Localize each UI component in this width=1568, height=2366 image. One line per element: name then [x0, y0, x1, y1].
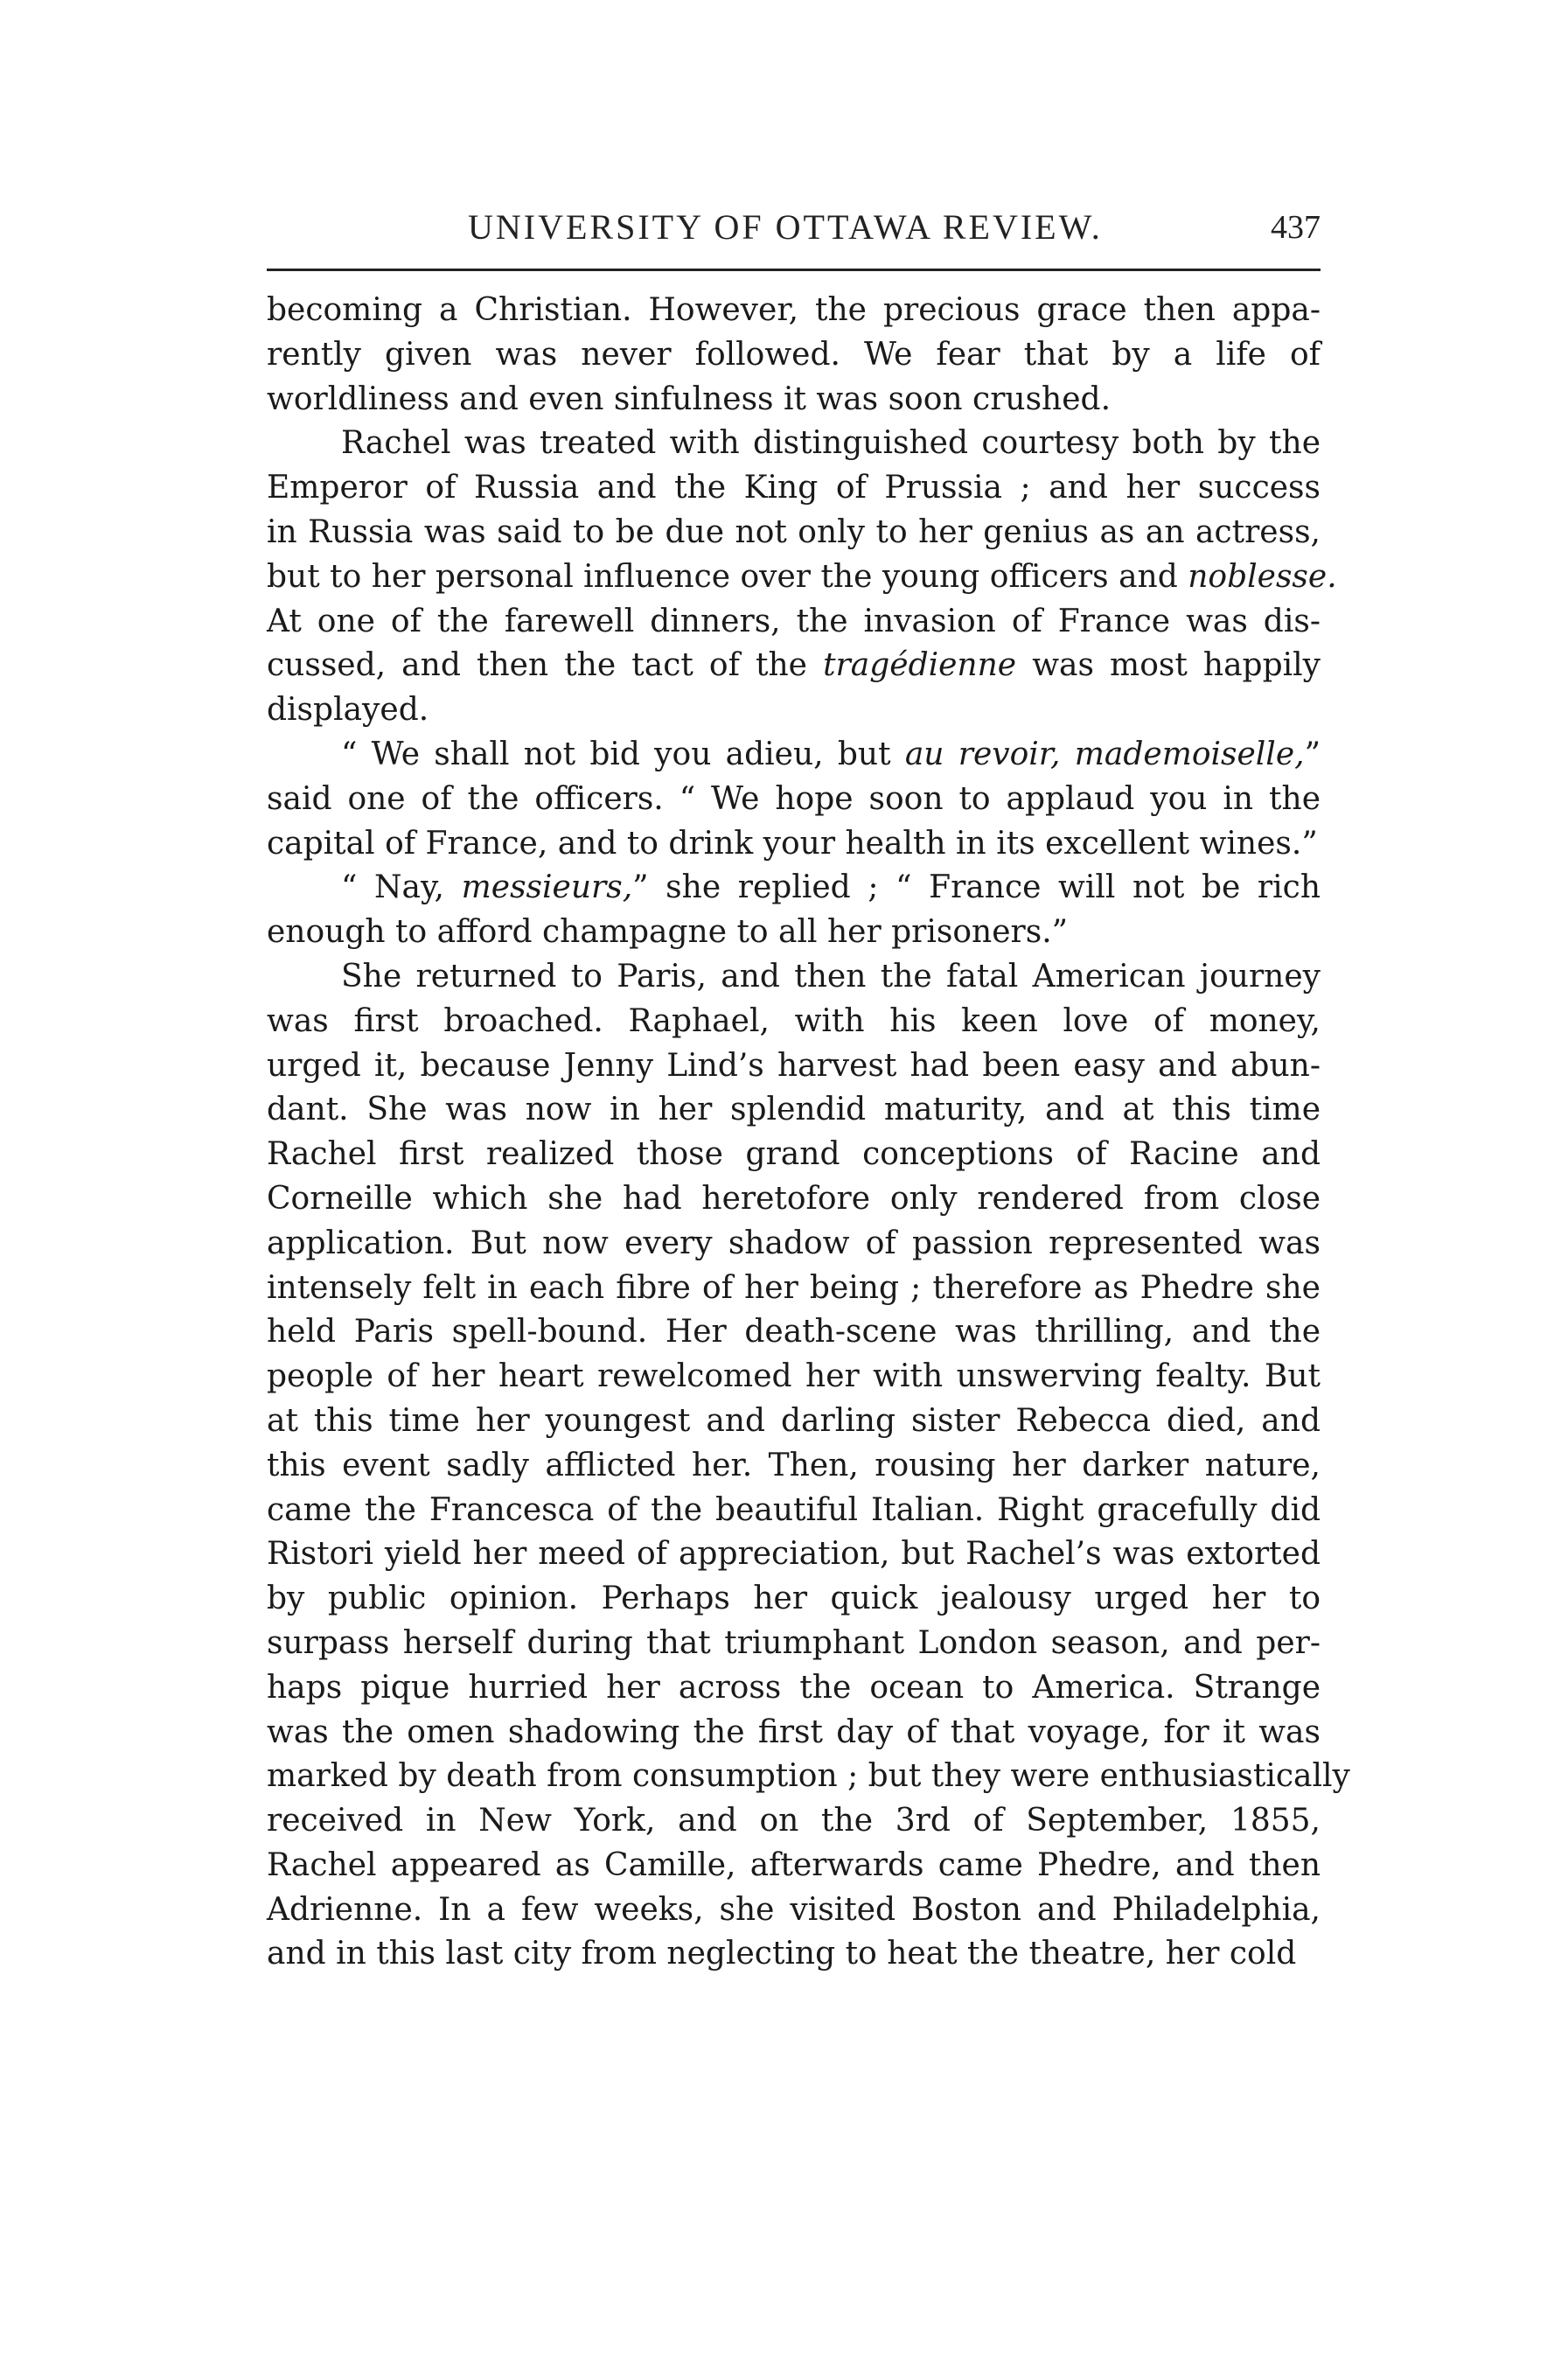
text-line	[267, 378, 1321, 422]
text-line	[267, 600, 1321, 645]
text-run: haps pique hurried her across the ocean to America. Strange	[267, 1669, 1321, 1706]
text-line	[267, 1177, 1321, 1222]
text-run: rently given was never followed. We fear that by a life of	[267, 336, 1321, 373]
text-run: Corneille which she had heretofore only rendered from close	[267, 1180, 1321, 1217]
italic-text: tragédienne	[823, 647, 1017, 684]
text-run: Adrienne. In a few weeks, she visited Boston and Philadelphia,	[267, 1891, 1321, 1928]
text-run: dant. She was now in her splendid maturity, and at this time	[267, 1092, 1321, 1128]
text-run: becoming a Christian. However, the precious grace then appa-	[267, 292, 1321, 328]
text-run: capital of France, and to drink your health in its excellent wines.”	[267, 825, 1318, 862]
text-run: displayed.	[267, 692, 429, 729]
text-line	[267, 778, 1321, 822]
italic-text: noblesse.	[1188, 558, 1337, 595]
text-run: ”	[1304, 736, 1321, 772]
text-run: people of her heart rewelcomed her with unswerving fealty. But	[267, 1358, 1321, 1395]
text-line	[267, 822, 1321, 867]
text-line	[267, 1932, 1321, 1977]
text-run: held Paris spell-bound. Her death-scene was thrilling, and the	[267, 1314, 1321, 1351]
text-line	[267, 1666, 1321, 1711]
text-line	[267, 1532, 1321, 1577]
text-run: marked by death from consumption ; but they were enthusiastically	[267, 1758, 1350, 1795]
paragraph	[267, 422, 1337, 733]
text-run: was most happily	[1016, 647, 1321, 684]
text-line	[267, 555, 1337, 600]
text-line	[267, 1888, 1321, 1933]
text-line	[267, 1000, 1321, 1044]
running-header	[267, 203, 1321, 259]
text-line	[267, 1267, 1321, 1311]
paragraph	[267, 733, 1321, 866]
text-run: cussed, and then the tact of the	[267, 647, 824, 684]
text-run: and in this last city from neglecting to heat the theatre, her cold	[267, 1936, 1297, 1972]
text-run: was the omen shadowing the first day of that voyage, for it was	[267, 1713, 1321, 1750]
text-run: came the Francesca of the beautiful Italian. Right gracefully did	[267, 1491, 1321, 1528]
text-line	[267, 422, 1321, 466]
text-run: enough to afford champagne to all her prisoners.”	[267, 914, 1069, 951]
text-run: this event sadly afflicted her. Then, rousing her darker nature,	[267, 1447, 1321, 1483]
text-line	[267, 289, 1321, 333]
text-run: worldliness and even sinfulness it was soon crushed.	[267, 380, 1112, 417]
text-run: At one of the farewell dinners, the invasion of France was dis-	[267, 603, 1321, 639]
text-line	[267, 1088, 1321, 1133]
text-line	[267, 1489, 1321, 1533]
text-line	[267, 644, 1321, 688]
text-line	[267, 866, 1321, 911]
text-run: Rachel appeared as Camille, afterwards came Phedre, and then	[267, 1846, 1321, 1883]
text-line	[267, 466, 1321, 511]
text-line	[267, 1133, 1321, 1177]
text-line	[267, 688, 1321, 733]
text-run: “ Nay,	[341, 869, 462, 906]
text-line	[267, 1355, 1321, 1399]
paragraph	[267, 955, 1350, 1977]
text-run: She returned to Paris, and then the fatal American journey	[341, 958, 1321, 995]
body-text	[267, 289, 1350, 1977]
header-rule	[267, 269, 1321, 271]
text-run: “ We shall not bid you adieu, but	[341, 736, 905, 772]
text-run: at this time her youngest and darling sister Rebecca died, and	[267, 1402, 1321, 1439]
text-line	[267, 1577, 1321, 1622]
text-line	[267, 1399, 1321, 1444]
text-line	[267, 1799, 1321, 1844]
text-run: Ristori yield her meed of appreciation, but Rachel’s was extorted	[267, 1536, 1321, 1573]
text-line	[267, 1222, 1321, 1267]
text-run: Rachel first realized those grand conceptions of Racine and	[267, 1136, 1321, 1173]
text-line	[267, 955, 1321, 1000]
italic-text: messieurs,	[461, 869, 633, 906]
text-run: surpass herself during that triumphant London season, and per-	[267, 1624, 1321, 1661]
text-line	[267, 1622, 1321, 1666]
text-run: but to her personal influence over the young officers and	[267, 558, 1188, 595]
italic-text: au revoir, mademoiselle,	[904, 736, 1305, 772]
text-run: by public opinion. Perhaps her quick jealousy urged her to	[267, 1581, 1321, 1617]
text-run: ” she replied ; “ France will not be rich	[632, 869, 1321, 906]
text-line	[267, 1444, 1321, 1489]
text-run: Emperor of Russia and the King of Prussia ; and her success	[267, 470, 1321, 506]
text-run: said one of the officers. “ We hope soon to applaud you in the	[267, 780, 1321, 817]
text-line	[267, 1044, 1321, 1089]
journal-title: UNIVERSITY OF OTTAWA REVIEW.	[468, 207, 1103, 247]
text-run: was first broached. Raphael, with his keen love of money,	[267, 1002, 1321, 1039]
text-line	[267, 1844, 1321, 1888]
text-run: intensely felt in each fibre of her being ; therefore as Phedre she	[267, 1269, 1321, 1306]
text-line	[267, 911, 1321, 955]
text-line	[267, 333, 1321, 378]
paragraph	[267, 289, 1321, 422]
text-run: application. But now every shadow of passion represented was	[267, 1225, 1321, 1261]
text-line	[267, 1310, 1321, 1355]
text-line	[267, 511, 1321, 555]
text-run: urged it, because Jenny Lind’s harvest had been easy and abun-	[267, 1047, 1321, 1084]
page-number: 437	[1271, 209, 1321, 246]
text-run: Rachel was treated with distinguished courtesy both by the	[341, 425, 1321, 462]
text-run: received in New York, and on the 3rd of September, 1855,	[267, 1803, 1321, 1839]
text-run: in Russia was said to be due not only to her genius as an actress,	[267, 513, 1321, 550]
text-line	[267, 1755, 1350, 1799]
paragraph	[267, 866, 1321, 955]
text-line	[267, 733, 1321, 778]
text-line	[267, 1711, 1321, 1755]
